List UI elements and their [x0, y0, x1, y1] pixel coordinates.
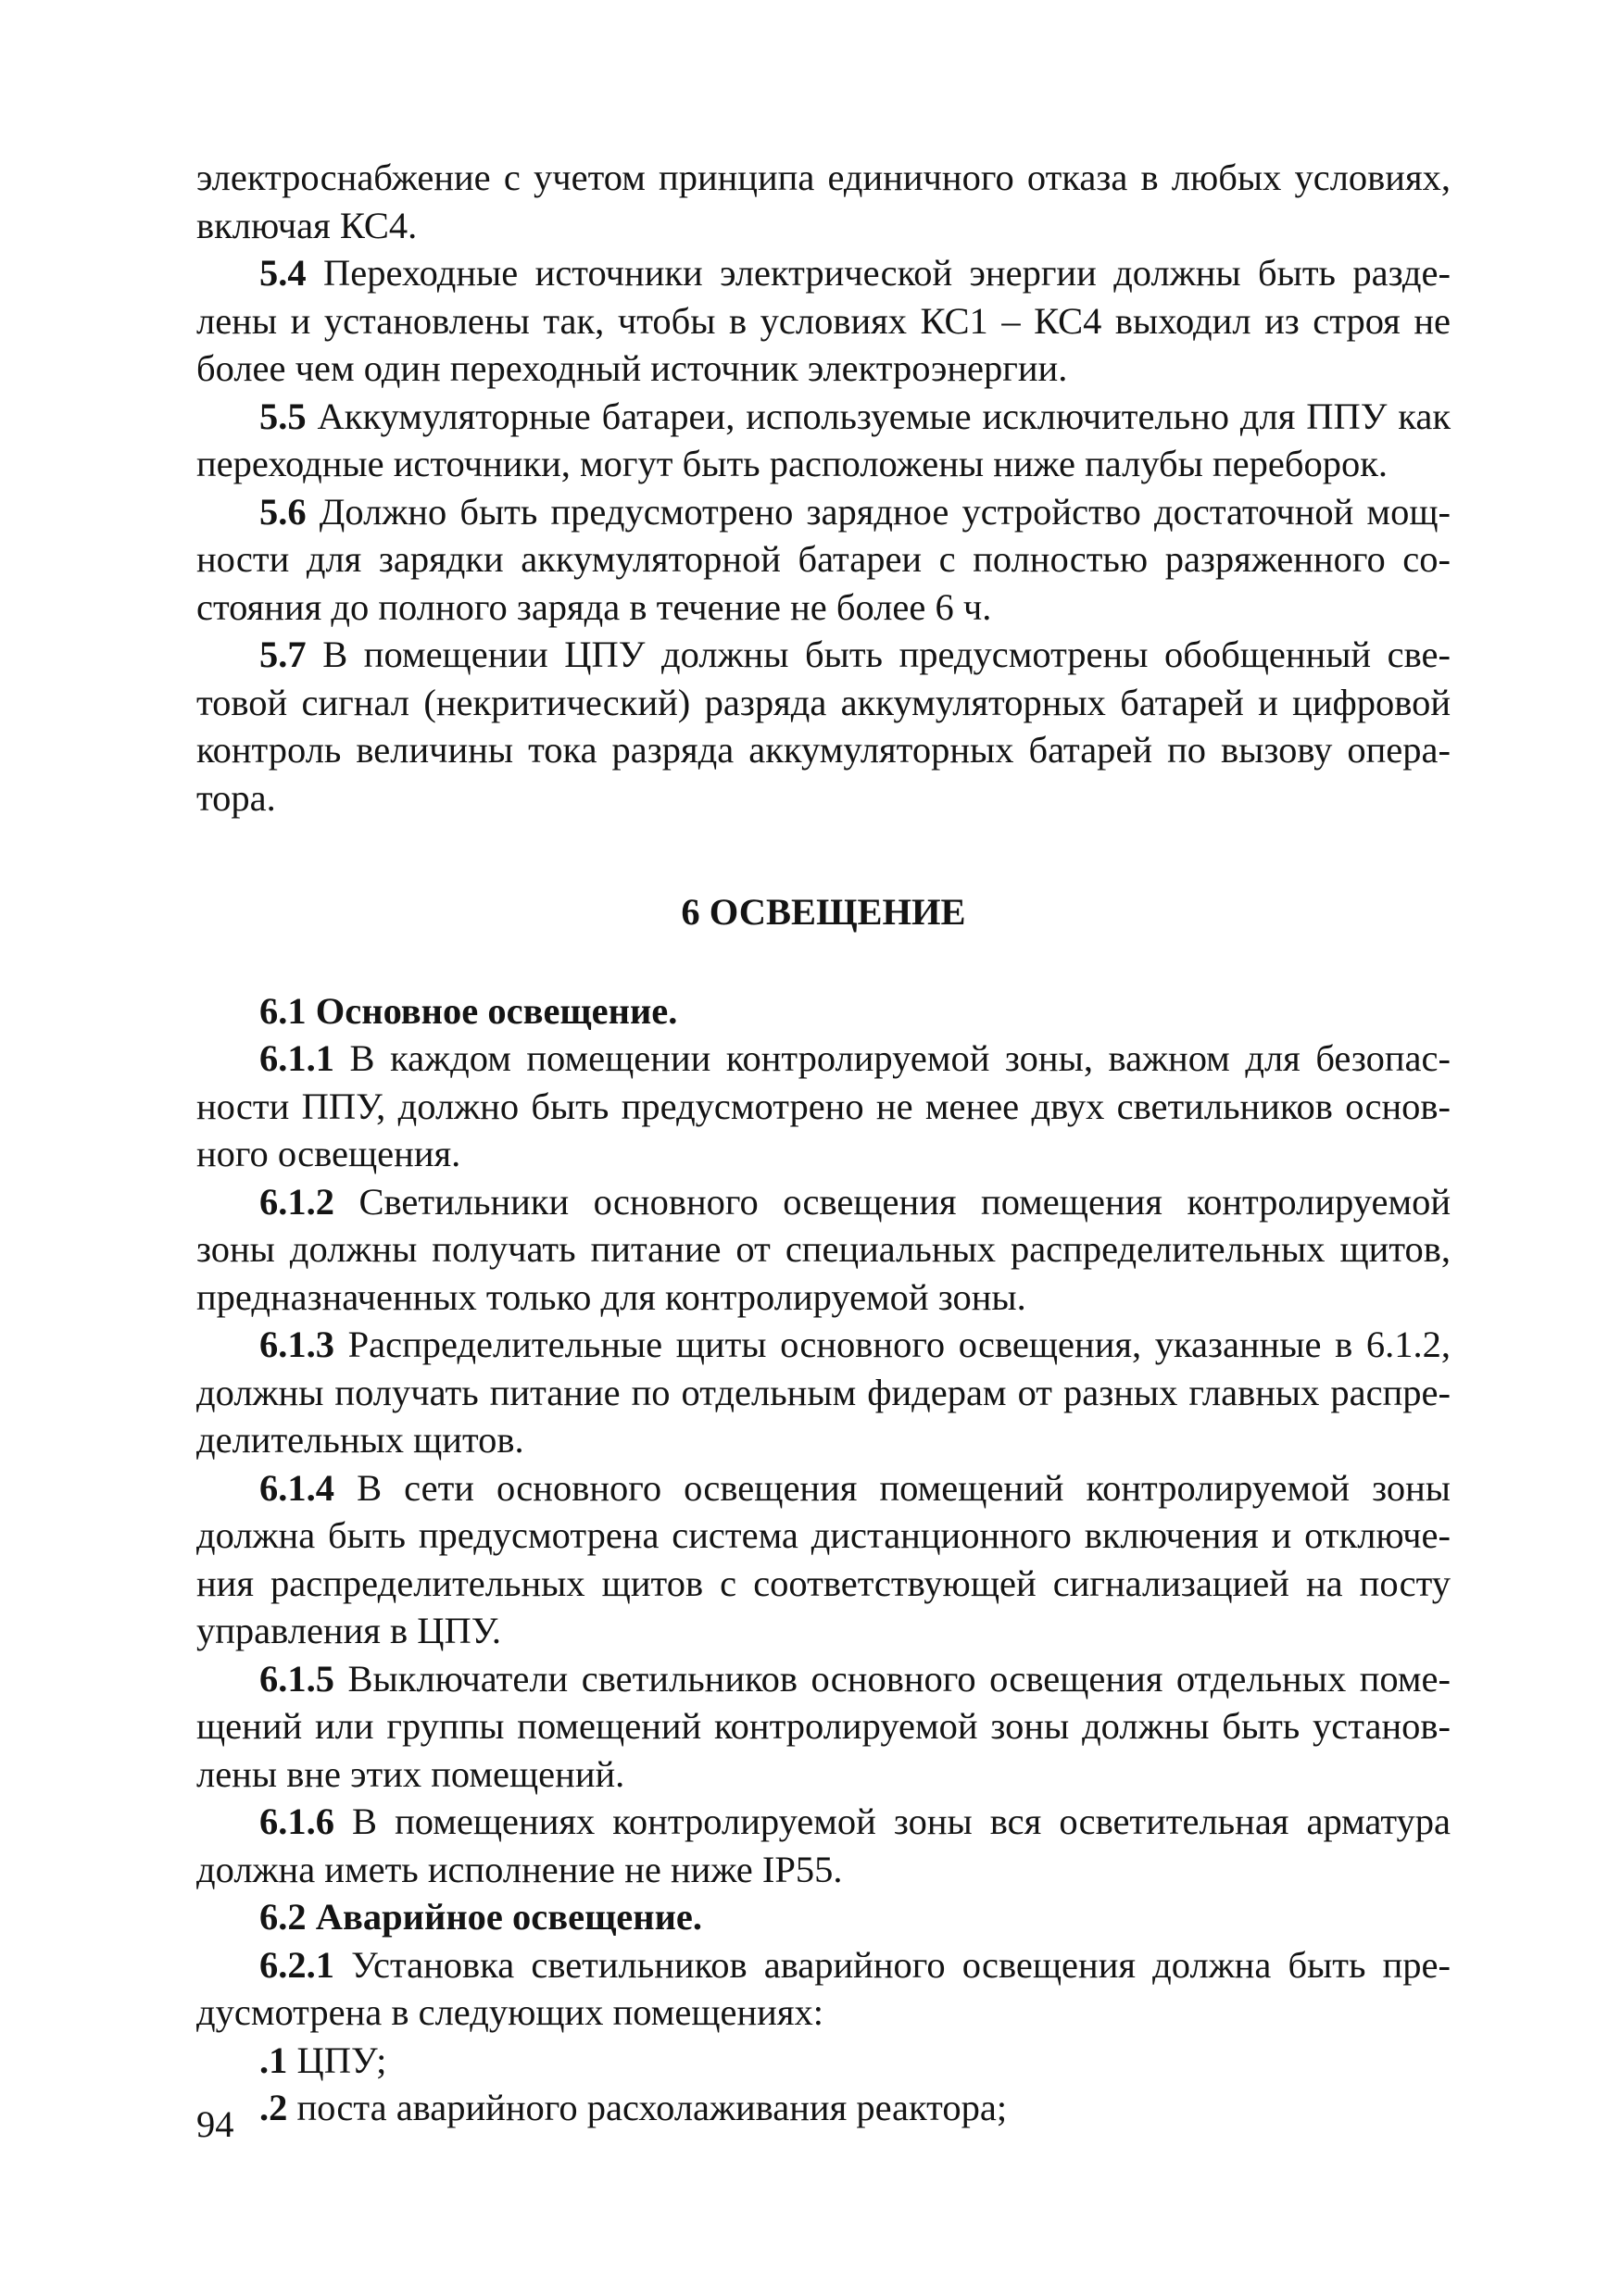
subsection-heading-6-2: 6.2 Аварийное освещение.: [259, 1896, 703, 1938]
clause-5-5: [196, 393, 1451, 488]
clause-text: В помещениях контролируемой зоны вся осветительная арматура должна иметь исполнение не ниже IP55.: [196, 1800, 1451, 1890]
clause-text: Переходные источники электрической энергии должны быть разделены и установлены так, чтобы в условиях КС1 – КС4 выходил из строя не более чем один переходный источник электроэнергии.: [196, 252, 1451, 389]
clause-6-1-2: [196, 1178, 1451, 1322]
list-item-text: ЦПУ;: [296, 2039, 387, 2081]
clause-text: Установка светильников аварийного освещения должна быть предусмотрена в следующих помещениях:: [196, 1943, 1451, 2033]
list-item-1: [196, 2037, 1451, 2085]
clause-text: Выключатели светильников основного освещения отдельных помещений или группы помещений контролируемой зоны должны быть установлены вне этих помещений.: [196, 1657, 1451, 1795]
clause-text: В каждом помещении контролируемой зоны, важном для безопасности ППУ, должно быть предусмотрено не менее двух светильников основного освещения.: [196, 1037, 1451, 1174]
clause-number: 6.1.6: [259, 1800, 334, 1842]
clause-6-1-4: [196, 1464, 1451, 1655]
clause-number: 6.2.1: [259, 1943, 334, 1986]
clause-5-7: [196, 631, 1451, 822]
list-item-number: .1: [259, 2039, 288, 2081]
clause-5-4: [196, 249, 1451, 393]
clause-text: В помещении ЦПУ должны быть предусмотрены обобщенный световой сигнал (некритический) разряда аккумуляторных батарей и цифровой контроль величины тока разряда аккумуляторных батарей по вызову оператора.: [196, 634, 1451, 819]
clause-number: 5.6: [259, 490, 307, 533]
clause-6-1-5: [196, 1655, 1451, 1799]
clause-number: 6.1.2: [259, 1180, 334, 1223]
list-item-2: [196, 2084, 1451, 2132]
clause-text: В сети основного освещения помещений контролируемой зоны должна быть предусмотрена система дистанционного включения и отключения распределительных щитов с соответствующей сигнализацией на посту управления в ЦПУ.: [196, 1466, 1451, 1651]
clause-6-2-1: [196, 1941, 1451, 2037]
page-number: 94: [196, 2103, 234, 2145]
clause-text: Светильники основного освещения помещения контролируемой зоны должны получать питание от специальных распределительных щитов, предназначенных только для контролируемой зоны.: [196, 1180, 1451, 1318]
clause-6-1-3: [196, 1321, 1451, 1464]
clause-text: Распределительные щиты основного освещения, указанные в 6.1.2, должны получать питание по отдельным фидерам от разных главных распределительных щитов.: [196, 1324, 1451, 1461]
continued-paragraph: электроснабжение с учетом принципа единичного отказа в любых условиях, включая КС4.: [196, 157, 1451, 246]
clause-number: 5.5: [259, 395, 307, 437]
clause-6-1-1: [196, 1035, 1451, 1178]
list-item-text: поста аварийного расхолаживания реактора;: [296, 2087, 1008, 2128]
clause-number: 5.7: [259, 634, 307, 675]
clause-number: 5.4: [259, 252, 307, 294]
section-heading: 6 ОСВЕЩЕНИЕ: [681, 891, 966, 933]
page-body: [196, 154, 1451, 2132]
clause-number: 6.1.4: [259, 1466, 334, 1509]
clause-text: Аккумуляторные батареи, используемые исключительно для ППУ как переходные источники, могут быть расположены ниже палубы переборок.: [196, 395, 1451, 484]
clause-number: 6.1.3: [259, 1324, 334, 1365]
clause-number: 6.1.1: [259, 1037, 334, 1079]
clause-6-1-6: [196, 1798, 1451, 1893]
subsection-heading-6-1: 6.1 Основное освещение.: [259, 989, 678, 1032]
clause-number: 6.1.5: [259, 1657, 334, 1700]
clause-text: Должно быть предусмотрено зарядное устройство достаточной мощности для зарядки аккумуляторной батареи с полностью разряженного состояния до полного заряда в течение не более 6 ч.: [196, 490, 1451, 628]
list-item-number: .2: [259, 2087, 288, 2128]
clause-5-6: [196, 488, 1451, 632]
